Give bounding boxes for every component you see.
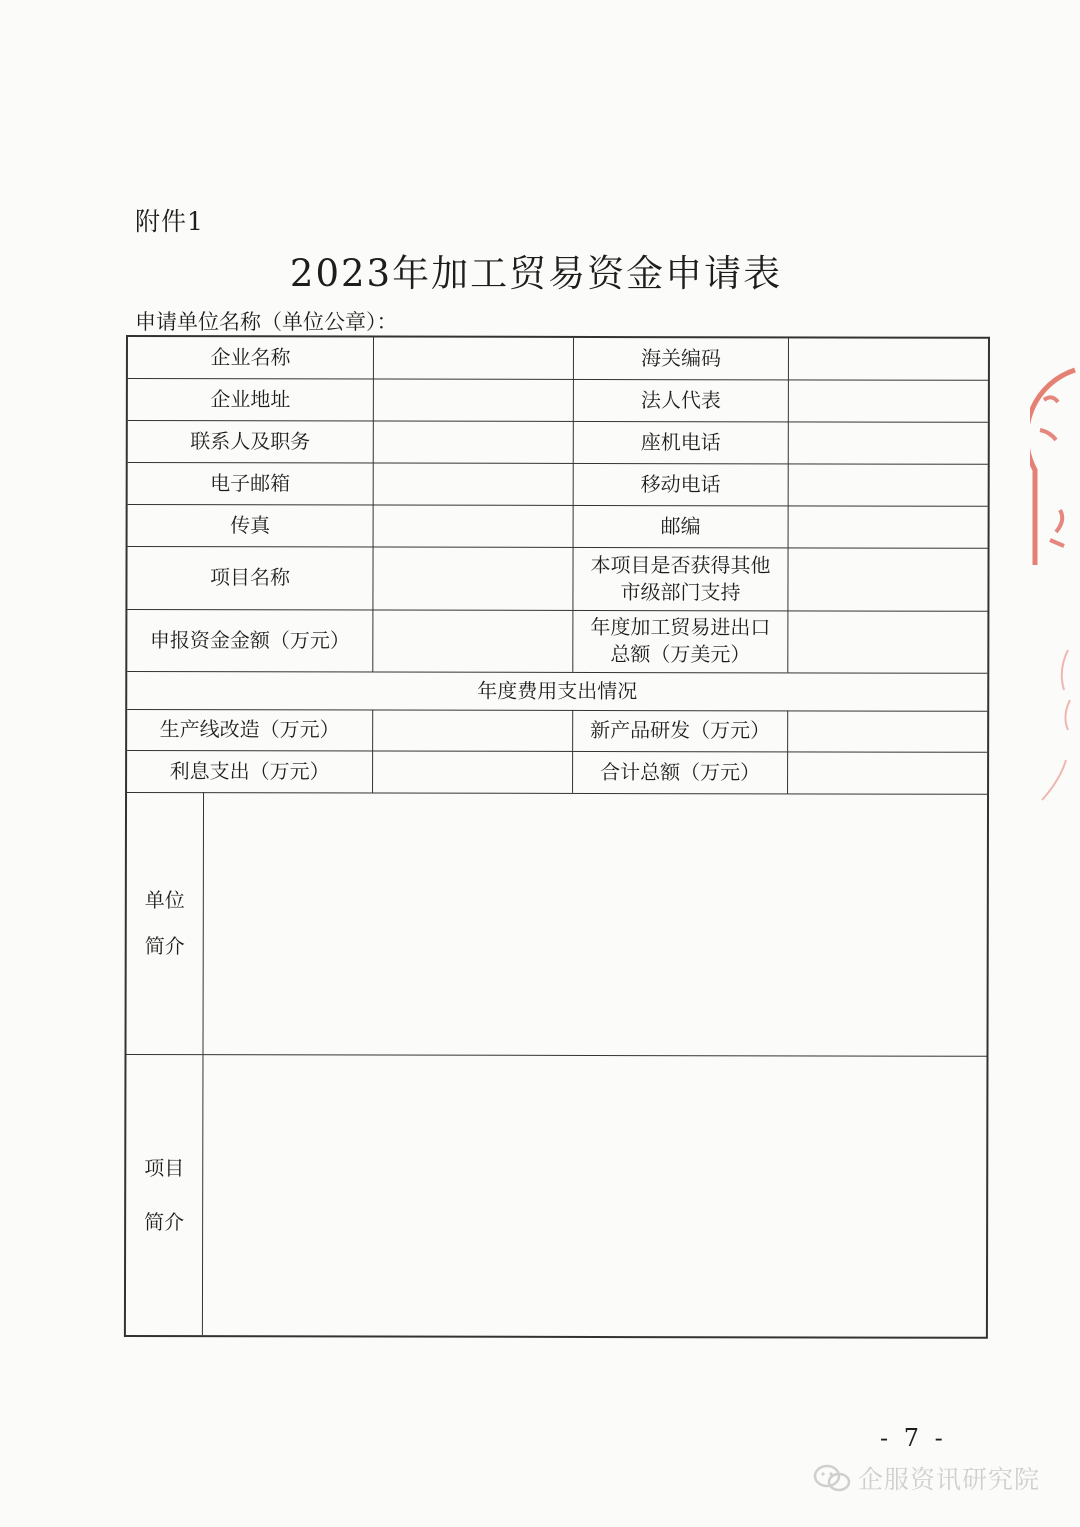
- field-other-support[interactable]: [788, 547, 987, 610]
- field-project-name[interactable]: [373, 547, 573, 610]
- project-intro-label-line2: 简介: [144, 1209, 185, 1234]
- field-line-upgrade[interactable]: [373, 710, 573, 751]
- field-mobile[interactable]: [789, 463, 988, 505]
- label-total-amount: 合计总额（万元）: [573, 751, 788, 793]
- field-interest-expense[interactable]: [373, 751, 573, 793]
- field-landline[interactable]: [789, 421, 988, 463]
- field-company-name[interactable]: [374, 338, 574, 379]
- unit-intro-field[interactable]: [203, 792, 987, 1056]
- label-contact-person: 联系人及职务: [128, 420, 374, 463]
- table-row: [127, 750, 987, 795]
- label-other-support: 本项目是否获得其他市级部门支持: [573, 547, 788, 610]
- watermark-text: 企服资讯研究院: [858, 1465, 1041, 1494]
- table-row: [127, 671, 987, 712]
- table-row: [127, 609, 987, 674]
- form-title: 2023年加工贸易资金申请表: [289, 252, 783, 295]
- table-row: [128, 462, 988, 507]
- field-customs-code[interactable]: [789, 338, 988, 379]
- field-requested-amount[interactable]: [373, 610, 573, 672]
- table-row: [127, 546, 987, 612]
- label-company-address: 企业地址: [128, 378, 374, 421]
- label-company-name: 企业名称: [128, 337, 374, 379]
- label-fax: 传真: [128, 504, 374, 547]
- expense-section-title: 年度费用支出情况: [477, 678, 638, 703]
- application-form-table: [124, 335, 990, 1339]
- unit-intro-section: [126, 792, 987, 1057]
- project-intro-section: [126, 1054, 987, 1337]
- table-row: [128, 420, 988, 465]
- field-annual-trade-total[interactable]: [788, 610, 987, 672]
- field-contact-person[interactable]: [374, 421, 574, 463]
- unit-intro-label-line2: 简介: [144, 934, 185, 959]
- field-company-address[interactable]: [374, 379, 574, 421]
- official-seal-mark: [1030, 360, 1080, 840]
- label-email: 电子邮箱: [128, 462, 374, 505]
- applicant-unit-label: 申请单位名称（单位公章）：: [135, 310, 398, 334]
- watermark: [812, 1460, 1040, 1496]
- table-row: [128, 504, 988, 549]
- field-postcode[interactable]: [789, 505, 988, 547]
- label-line-upgrade: 生产线改造（万元）: [127, 709, 373, 751]
- table-row: [127, 709, 987, 753]
- page-number: - 7 -: [880, 1424, 947, 1452]
- label-mobile: 移动电话: [574, 463, 789, 505]
- project-intro-label: [126, 1054, 204, 1335]
- field-fax[interactable]: [374, 505, 574, 547]
- label-new-product-rd: 新产品研发（万元）: [573, 710, 788, 751]
- field-legal-representative[interactable]: [789, 379, 988, 421]
- label-interest-expense: 利息支出（万元）: [127, 750, 373, 793]
- project-intro-label-line1: 项目: [144, 1155, 185, 1180]
- label-project-name: 项目名称: [127, 546, 373, 610]
- field-email[interactable]: [374, 463, 574, 505]
- wechat-icon: [812, 1463, 852, 1493]
- table-row: [128, 378, 988, 423]
- label-postcode: 邮编: [574, 505, 789, 547]
- label-landline: 座机电话: [574, 421, 789, 463]
- unit-intro-label-line1: 单位: [144, 888, 185, 913]
- label-customs-code: 海关编码: [574, 338, 789, 379]
- attachment-label: 附件1: [135, 207, 204, 236]
- label-requested-amount: 申报资金金额（万元）: [127, 609, 373, 672]
- table-row: [128, 337, 988, 381]
- label-annual-trade-total: 年度加工贸易进出口总额（万美元）: [573, 610, 788, 672]
- project-intro-field[interactable]: [203, 1054, 987, 1337]
- label-legal-representative: 法人代表: [574, 379, 789, 421]
- field-new-product-rd[interactable]: [788, 710, 987, 751]
- field-total-amount[interactable]: [788, 751, 987, 793]
- unit-intro-label: [126, 792, 204, 1054]
